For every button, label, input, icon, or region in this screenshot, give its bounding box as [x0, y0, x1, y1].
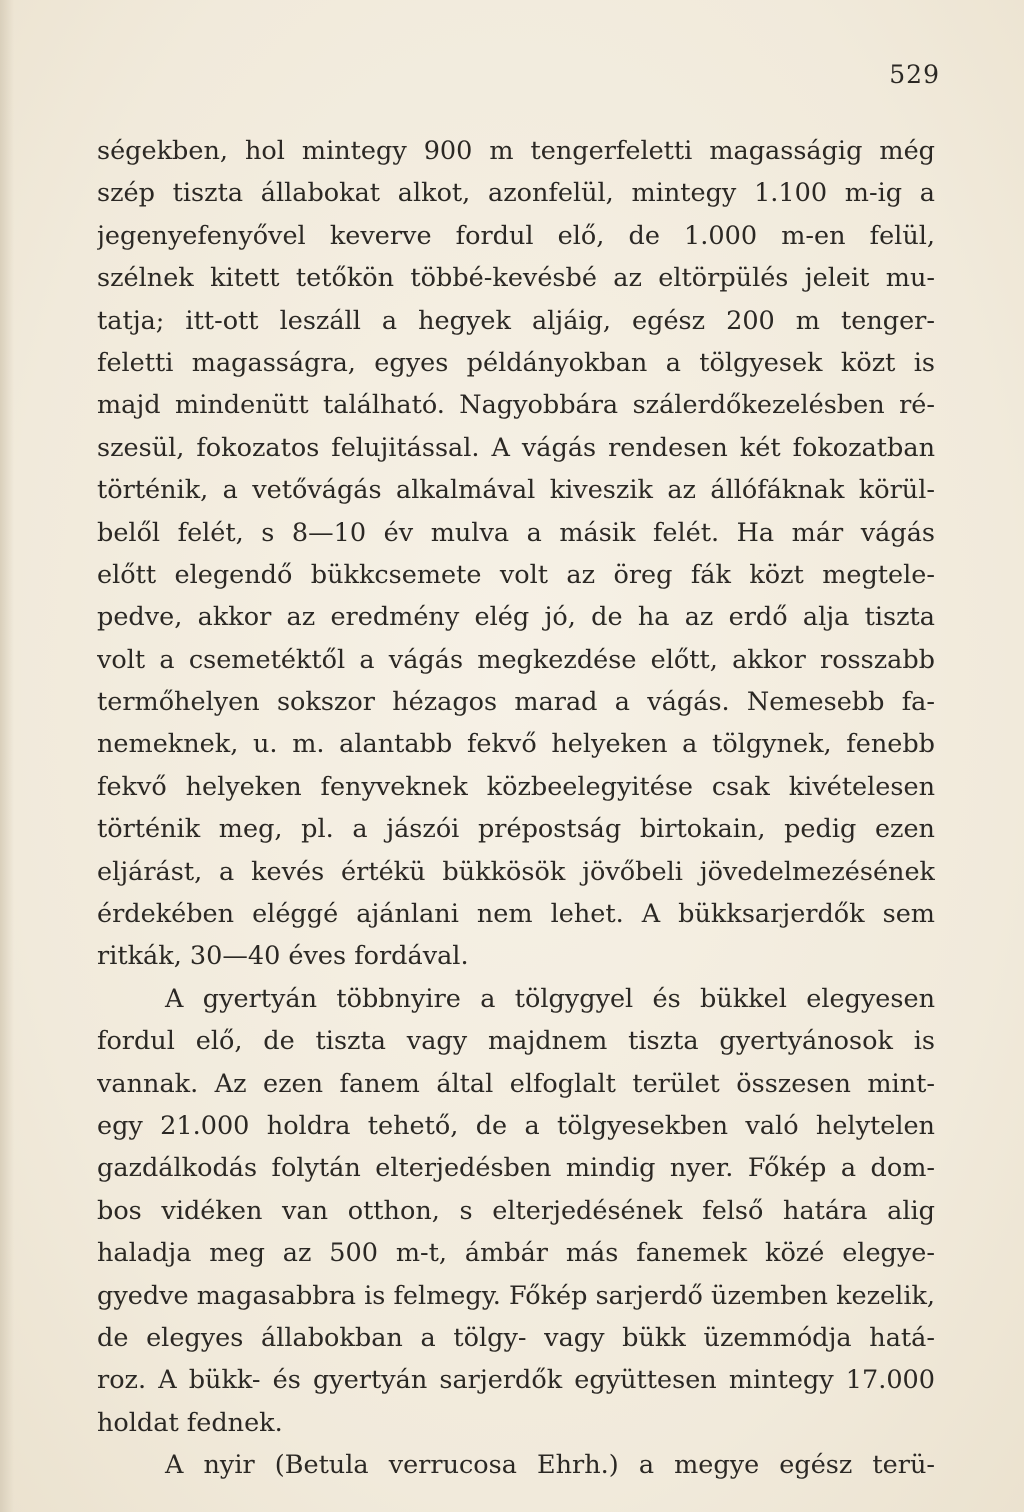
text-line: fekvő helyeken fenyveknek közbeelegyitése csak kivételesen — [97, 771, 935, 802]
text-line: történik, a vetővágás alkalmával kiveszik az állófáknak körül- — [97, 475, 935, 506]
text-line: jegenyefenyővel keverve fordul elő, de 1.000 m-en felül, — [97, 220, 935, 251]
text-line: haladja meg az 500 m-t, ámbár más fanemek közé elegye- — [97, 1238, 935, 1269]
text-line: pedve, akkor az eredmény elég jó, de ha az erdő alja tiszta — [97, 602, 935, 633]
page-number: 529 — [889, 60, 940, 89]
text-line: gyedve magasabbra is felmegy. Főkép sarjerdő üzemben kezelik, — [97, 1280, 935, 1311]
text-line: ségekben, hol mintegy 900 m tengerfeletti magasságig még — [97, 136, 935, 166]
text-line: vannak. Az ezen fanem által elfoglalt terület összesen mint- — [97, 1068, 935, 1099]
paragraph-first-line: A nyir (Betula verrucosa Ehrh.) a megye egész terü- — [165, 1450, 935, 1481]
text-line: holdat fednek. — [97, 1407, 283, 1438]
text-line: bos vidéken van otthon, s elterjedésének felső határa alig — [97, 1195, 935, 1226]
text-line: fordul elő, de tiszta vagy majdnem tiszta gyertyánosok is — [97, 1026, 935, 1057]
text-line: szép tiszta állabokat alkot, azonfelül, mintegy 1.100 m-ig a — [97, 178, 935, 209]
text-line: gazdálkodás folytán elterjedésben mindig nyer. Főkép a dom- — [97, 1153, 935, 1184]
text-line: történik meg, pl. a jászói prépostság birtokain, pedig ezen — [97, 814, 935, 845]
body-text — [97, 130, 935, 1487]
page-binding-shadow — [0, 0, 14, 1512]
text-line: de elegyes állabokban a tölgy- vagy bükk üzemmódja hatá- — [97, 1322, 935, 1353]
text-line: előtt elegendő bükkcsemete volt az öreg fák közt megtele- — [97, 559, 935, 590]
text-line: belől felét, s 8—10 év mulva a másik felét. Ha már vágás — [97, 517, 935, 548]
text-line: feletti magasságra, egyes példányokban a tölgyesek közt is — [97, 347, 935, 378]
text-line: termőhelyen sokszor hézagos marad a vágás. Nemesebb fa- — [97, 687, 935, 718]
text-line: ritkák, 30—40 éves fordával. — [97, 941, 469, 972]
text-line: eljárást, a kevés értékü bükkösök jövőbeli jövedelmezésének — [97, 856, 935, 887]
paragraph-first-line: A gyertyán többnyire a tölgygyel és bükkel elegyesen — [165, 983, 935, 1014]
text-line: majd mindenütt található. Nagyobbára szálerdőkezelésben ré- — [97, 390, 935, 421]
text-line: szélnek kitett tetőkön többé-kevésbé az eltörpülés jeleit mu- — [97, 263, 935, 294]
text-line: roz. A bükk- és gyertyán sarjerdők együttesen mintegy 17.000 — [97, 1365, 935, 1396]
text-line: egy 21.000 holdra tehető, de a tölgyesekben való helytelen — [97, 1110, 935, 1141]
text-line: nemeknek, u. m. alantabb fekvő helyeken a tölgynek, fenebb — [97, 729, 935, 760]
text-line: érdekében eléggé ajánlani nem lehet. A bükksarjerdők sem — [97, 899, 935, 930]
text-line: tatja; itt-ott leszáll a hegyek aljáig, egész 200 m tenger- — [97, 305, 935, 336]
text-line: szesül, fokozatos felujitással. A vágás rendesen két fokozatban — [97, 432, 935, 463]
text-line: volt a csemetéktől a vágás megkezdése előtt, akkor rosszabb — [97, 644, 935, 675]
